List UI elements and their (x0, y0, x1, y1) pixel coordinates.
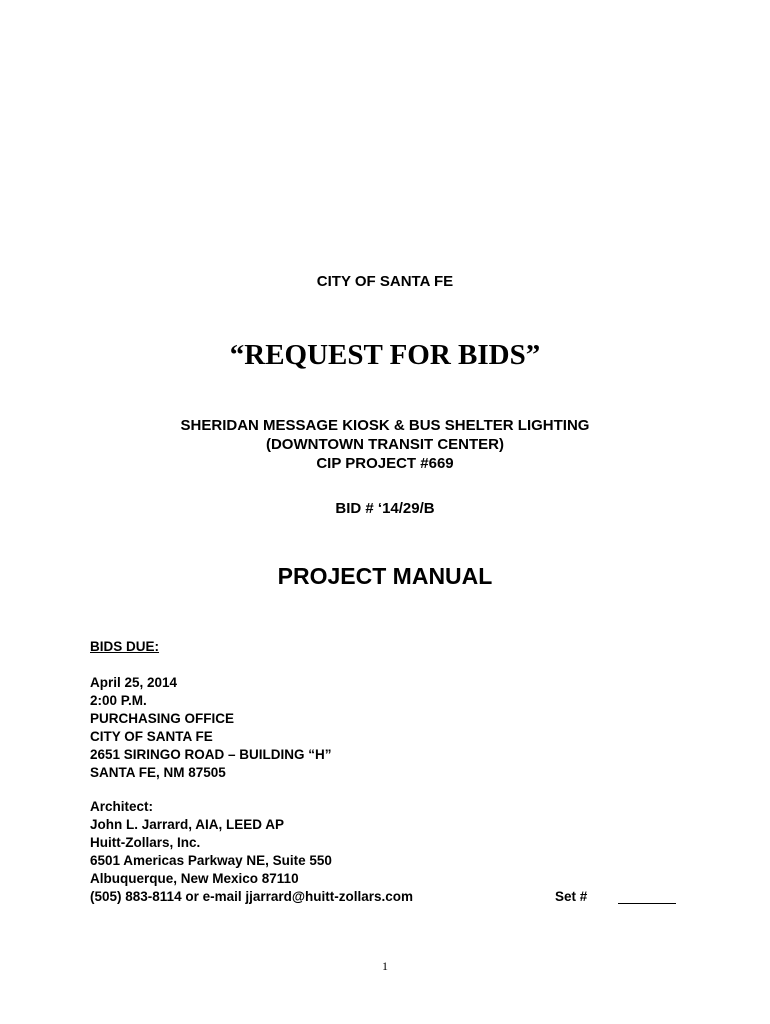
bid-number: BID # ‘14/29/B (335, 500, 435, 517)
city-heading: CITY OF SANTA FE (316, 273, 454, 290)
project-line-3: CIP PROJECT #669 (316, 455, 454, 472)
project-line-2: (DOWNTOWN TRANSIT CENTER) (265, 436, 505, 453)
set-number-label: Set # (555, 889, 588, 904)
architect-citystate: Albuquerque, New Mexico 87110 (90, 871, 299, 886)
manual-title: PROJECT MANUAL (277, 563, 493, 589)
architect-street: 6501 Americas Parkway NE, Suite 550 (90, 853, 332, 868)
bids-due-citystate: SANTA FE, NM 87505 (90, 765, 226, 780)
bids-due-section (90, 638, 159, 656)
architect-name: John L. Jarrard, AIA, LEED AP (90, 817, 285, 832)
bids-due-street: 2651 SIRINGO ROAD – BUILDING “H” (90, 747, 332, 762)
bids-due-date: April 25, 2014 (90, 675, 178, 690)
architect-section (90, 798, 413, 906)
architect-contact: (505) 883-8114 or e-mail jjarrard@huitt-zollars.com (90, 889, 414, 904)
bids-due-city: CITY OF SANTA FE (90, 729, 213, 744)
set-number-blank (618, 903, 676, 904)
architect-heading: Architect: (90, 799, 154, 814)
document-title: “REQUEST FOR BIDS” (229, 339, 541, 371)
bids-due-details (90, 674, 332, 782)
bids-due-heading: BIDS DUE: (90, 639, 160, 654)
bids-due-time: 2:00 P.M. (90, 693, 147, 708)
bids-due-office: PURCHASING OFFICE (90, 711, 235, 726)
architect-firm: Huitt-Zollars, Inc. (90, 835, 201, 850)
page-number: 1 (382, 959, 388, 973)
project-line-1: SHERIDAN MESSAGE KIOSK & BUS SHELTER LIGHTING (180, 417, 590, 434)
